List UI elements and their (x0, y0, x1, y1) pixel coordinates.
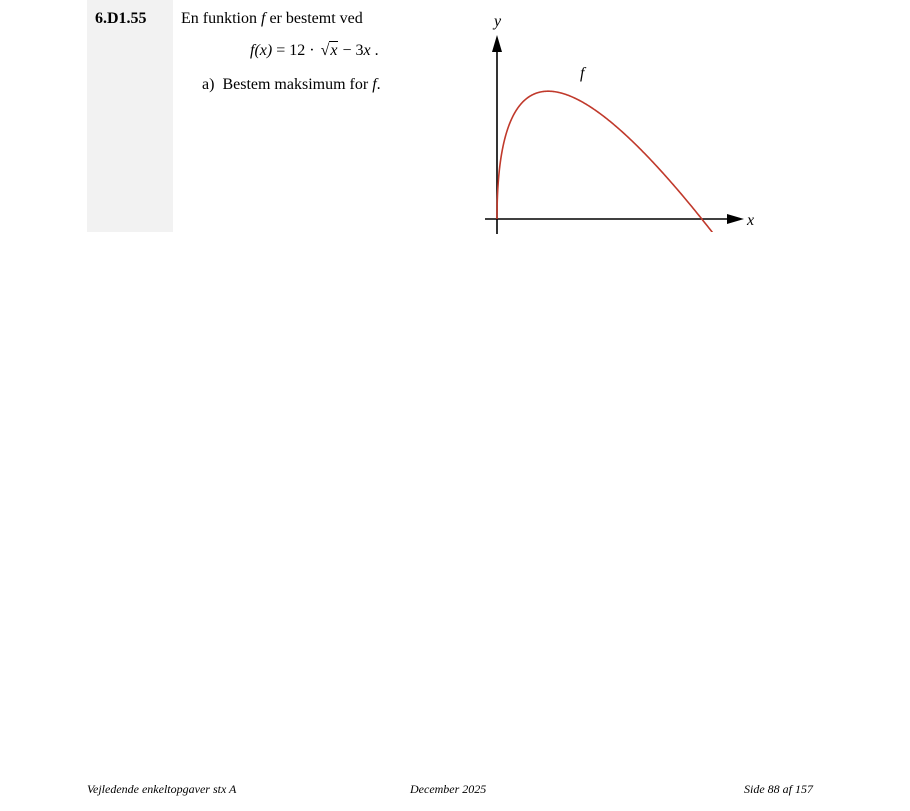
intro-text-pre: En funktion (181, 10, 261, 27)
question-letter: a) (202, 76, 215, 93)
curve-label: f (580, 65, 585, 82)
question-function-name: f (372, 76, 377, 93)
formula-lhs: f(x) (250, 42, 273, 59)
formula-dot: · (305, 42, 319, 59)
footer-right: Side 88 af 157 (744, 782, 813, 796)
question-a (202, 76, 381, 94)
question-end: . (376, 76, 381, 93)
y-axis-label: y (494, 13, 502, 30)
function-graph (480, 8, 770, 238)
formula-minus-term: − 3 (338, 42, 364, 59)
y-axis-arrow (492, 35, 502, 52)
footer-left: Vejledende enkeltopgaver stx A (87, 782, 237, 796)
x-axis-label: x (747, 212, 755, 229)
task-intro (181, 10, 363, 28)
intro-text-post: er bestemt ved (265, 10, 363, 27)
question-text: Bestem maksimum for (222, 76, 373, 93)
formula-radicand: x (330, 42, 338, 59)
sqrt-symbol: √x (320, 42, 338, 59)
function-curve (497, 91, 715, 235)
x-axis-arrow (727, 214, 744, 224)
intro-function-name: f (261, 10, 266, 27)
formula-minus-var: x (363, 42, 371, 59)
task-label-cell (87, 0, 173, 232)
formula-coefficient: 12 (289, 42, 306, 59)
formula-end: . (370, 42, 379, 59)
function-formula (250, 42, 379, 60)
footer-center: December 2025 (410, 782, 487, 796)
task-id: 6.D1.55 (95, 10, 147, 27)
formula-equals: = (272, 42, 290, 59)
